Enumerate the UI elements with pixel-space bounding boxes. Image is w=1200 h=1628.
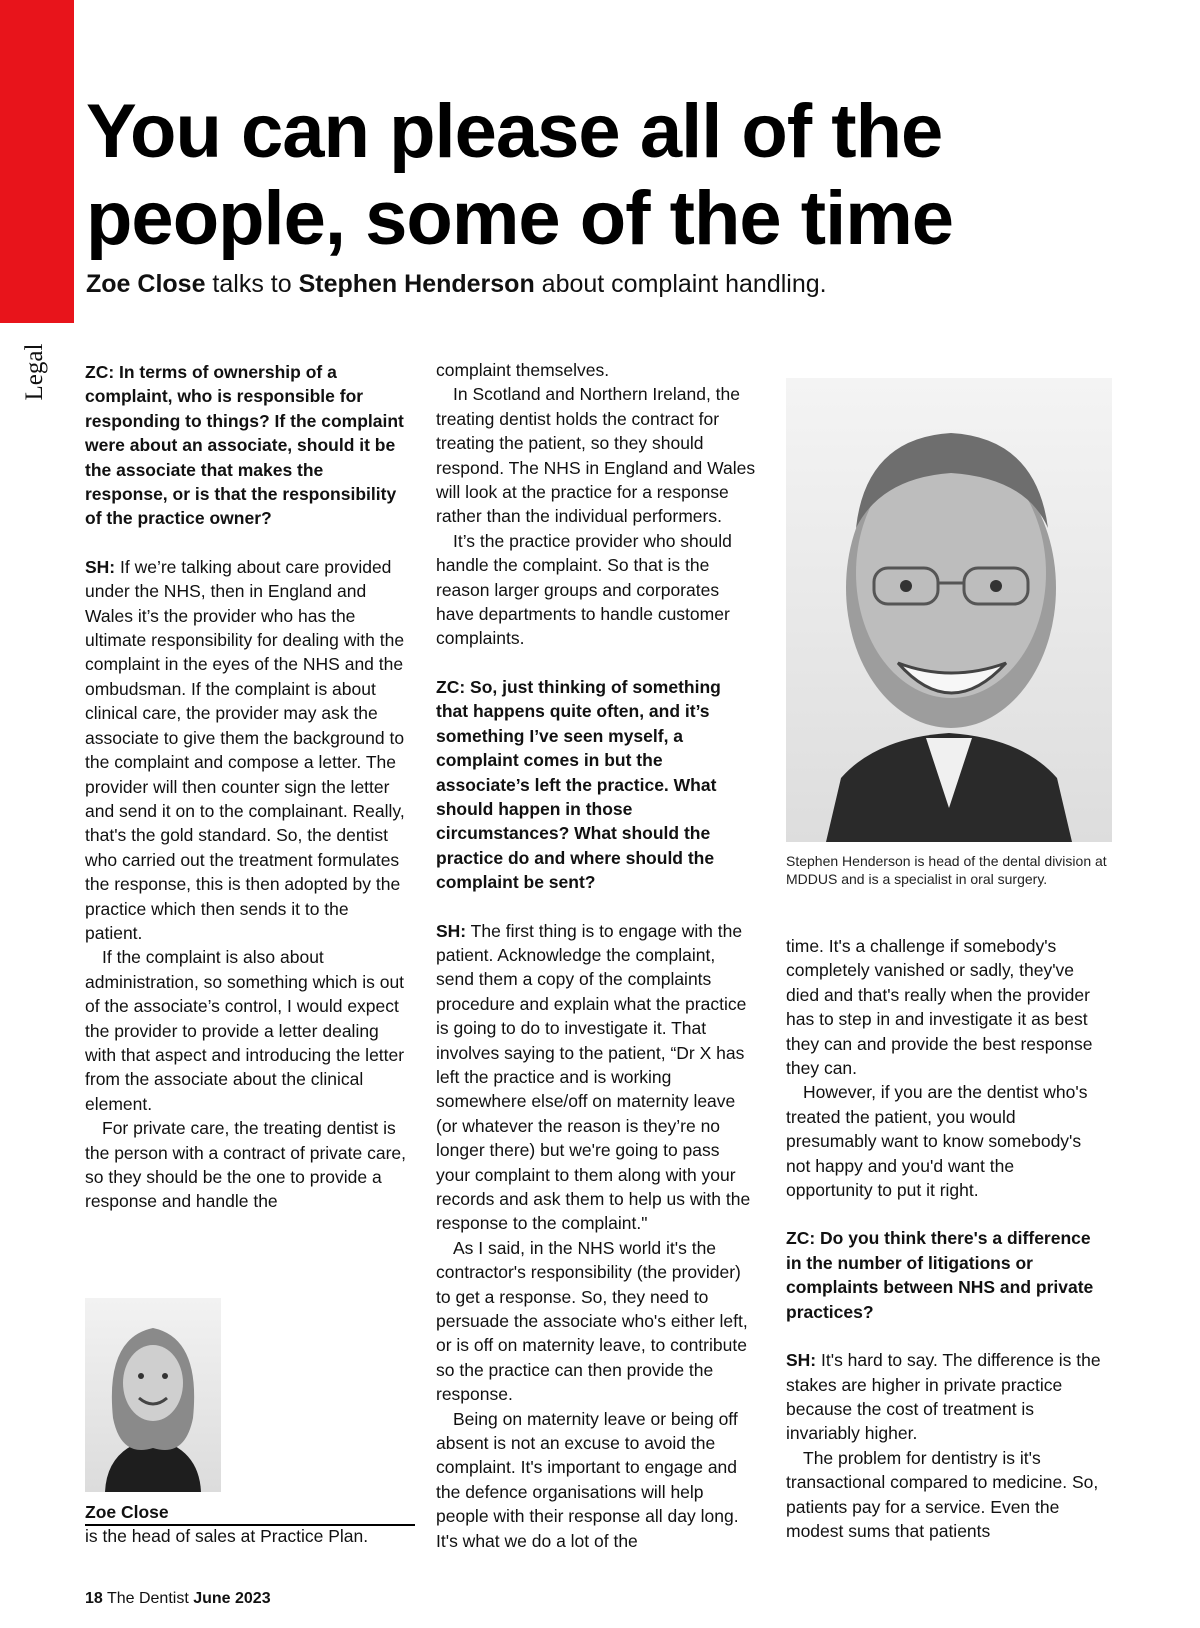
answer-paragraph: SH: It's hard to say. The difference is the stakes are higher in private practice because the cost of treatment is invariably higher. <box>786 1350 1101 1444</box>
standfirst: Zoe Close talks to Stephen Henderson about complaint handling. <box>86 270 827 298</box>
column-1 <box>85 360 407 1214</box>
portrait-stephen-henderson <box>786 378 1112 842</box>
answer-paragraph: As I said, in the NHS world it's the contractor's responsibility (the provider) to get a response. So, they need to persuade the associate who's either left, or is off on maternity leave, to contribute so the practice can then provide the response. <box>436 1237 748 1405</box>
author-rule <box>85 1524 415 1526</box>
headline: You can please all of the people, some of the time <box>86 89 954 261</box>
answer-paragraph: SH: The first thing is to engage with the patient. Acknowledge the complaint, send them a copy of the complaints procedure and explain what the practice is going to do to investigate it. That involves saying to the patient, “Dr X has left the practice and is working somewhere else/off on maternity leave (or whatever the reason is they’re no longer there) but we're going to pass your complaint to them along with your records and ask them to help us with the response to the complaint." <box>436 920 751 1234</box>
author-name: Zoe Close <box>85 1502 169 1522</box>
column-3 <box>786 934 1104 1543</box>
question: ZC: Do you think there's a difference in the number of litigations or complaints between NHS and private practices? <box>786 1228 1094 1322</box>
photo-caption: Stephen Henderson is head of the dental division at MDDUS and is a specialist in oral surgery. <box>786 853 1107 887</box>
question: ZC: So, just thinking of something that happens quite often, and it’s something I’ve seen myself, a complaint comes in but the associate’s left the practice. What should happen in those circumstances? What should the practice do and where should the complaint be sent? <box>436 676 721 893</box>
answer-paragraph: For private care, the treating dentist is the person with a contract of private care, so they should be the one to provide a response and handle the <box>85 1118 406 1212</box>
red-accent-bar <box>0 0 74 323</box>
column-2 <box>436 358 756 1553</box>
portrait-zoe-close <box>85 1298 221 1492</box>
author-box <box>85 1500 415 1548</box>
section-label: Legal <box>21 343 48 401</box>
question: ZC: In terms of ownership of a complaint, who is responsible for responding to things? If the complaint were about an associate, should it be the associate that makes the response, or is that the responsibility of the practice owner? <box>85 362 404 529</box>
answer-paragraph: If the complaint is also about administration, so something which is out of the associate’s control, I would expect the provider to provide a letter dealing with that aspect and introducing the letter from the associate about the clinical element. <box>85 947 405 1114</box>
answer-paragraph: However, if you are the dentist who's treated the patient, you would presumably want to know somebody's not happy and you'd want the opportunity to put it right. <box>786 1082 1088 1201</box>
portrait-illustration <box>85 1298 221 1492</box>
answer-paragraph: time. It's a challenge if somebody's completely vanished or sadly, they've died and that's really when the provider has to step in and investigate it as best they can and provide the best response they can. <box>786 936 1093 1079</box>
author-role: is the head of sales at Practice Plan. <box>85 1526 369 1546</box>
answer-paragraph: Being on maternity leave or being off absent is not an excuse to avoid the complaint. It's important to engage and the defence organisations will help people with their response all day long. It's what we do a lot of the <box>436 1408 739 1551</box>
answer-paragraph: complaint themselves. <box>436 360 610 380</box>
answer-paragraph: It’s the practice provider who should handle the complaint. So that is the reason larger groups and corporates have departments to handle customer complaints. <box>436 530 732 649</box>
answer-paragraph: In Scotland and Northern Ireland, the treating dentist holds the contract for treating the patient, so they should respond. The NHS in England and Wales will look at the practice for a response rather than the individual performers. <box>436 384 756 527</box>
portrait-illustration <box>786 378 1112 842</box>
answer-paragraph: SH: If we’re talking about care provided under the NHS, then in England and Wales it’s the provider who has the ultimate responsibility for dealing with the complaint in the eyes of the NHS and the ombudsman. If the complaint is about clinical care, the provider may ask the associate to give them the background to the complaint and compose a letter. The provider will then counter sign the letter and send it on to the complainant. Really, that's the gold standard. So, the dentist who carried out the treatment formulates the response, this is then adopted by the practice which then sends it to the patient. <box>85 556 405 943</box>
answer-paragraph: The problem for dentistry is it's transactional compared to medicine. So, patients pay for a service. Even the modest sums that patients <box>786 1447 1099 1541</box>
folio: 18 The Dentist June 2023 <box>85 1590 271 1607</box>
